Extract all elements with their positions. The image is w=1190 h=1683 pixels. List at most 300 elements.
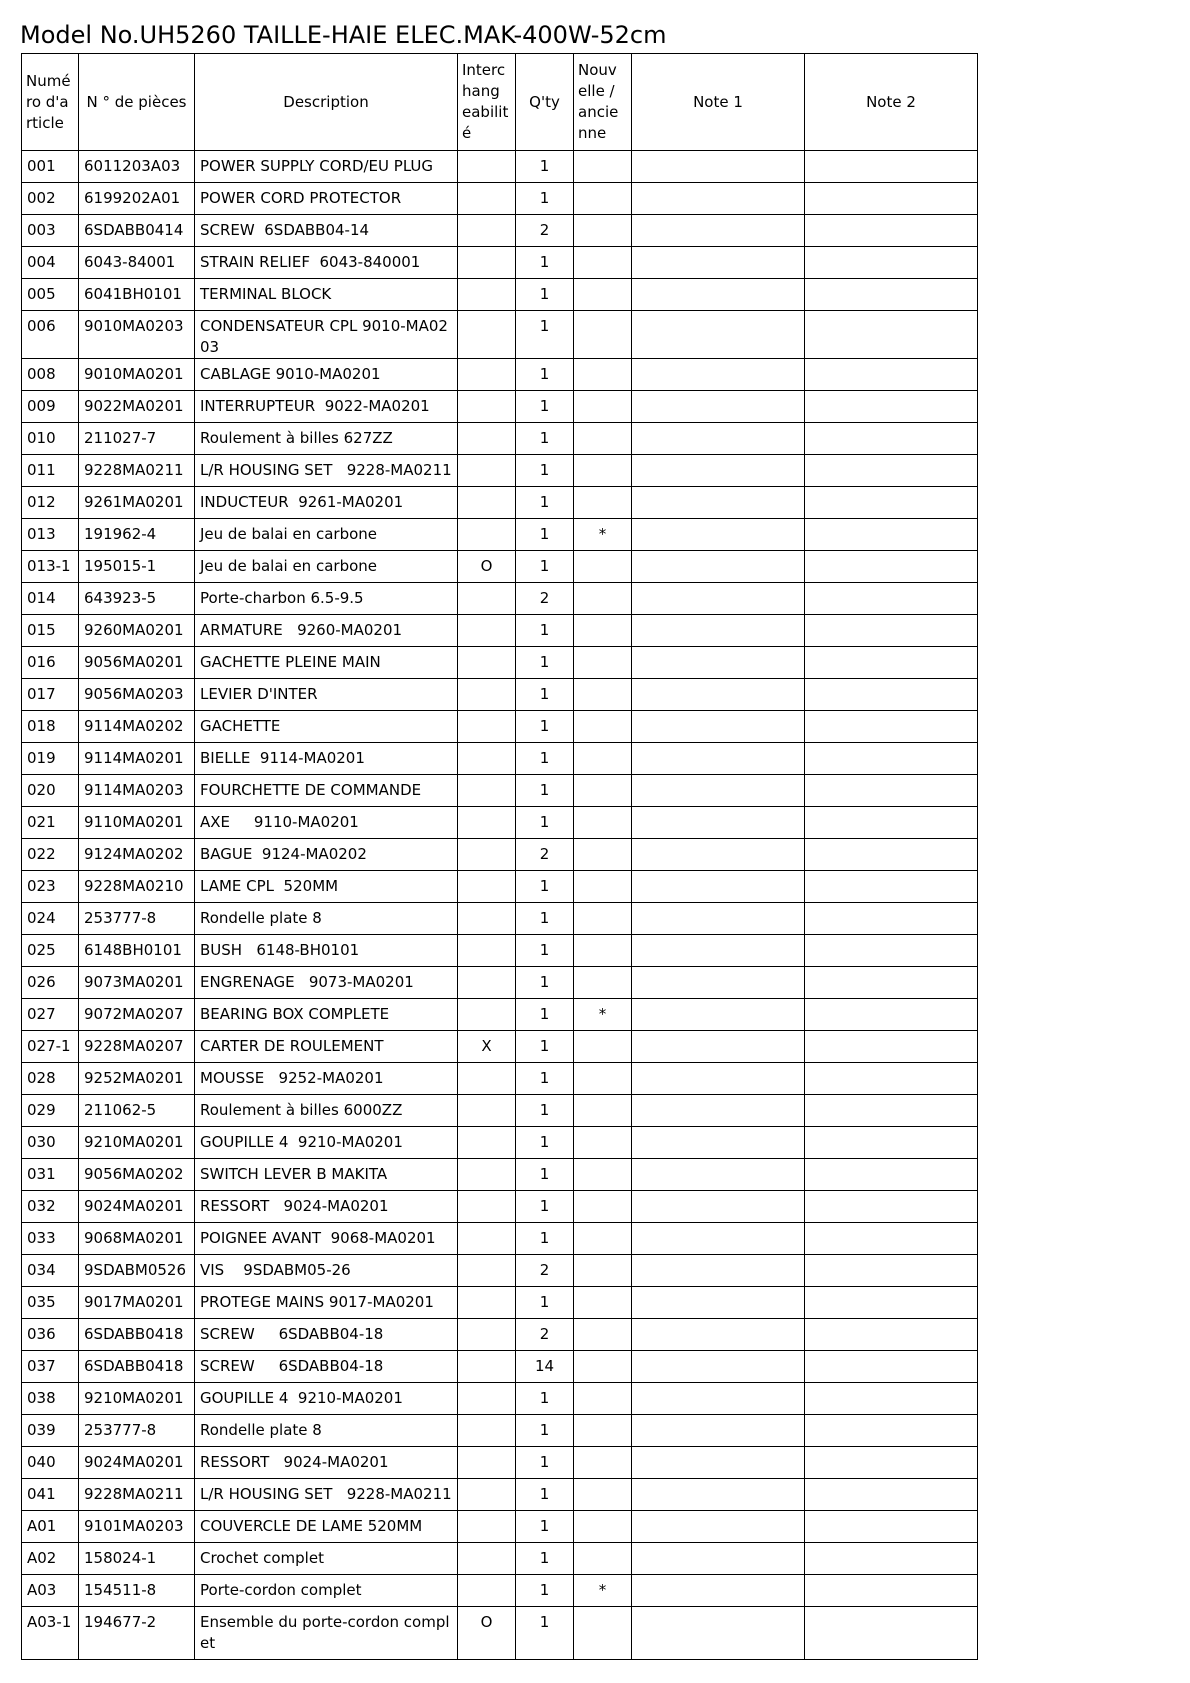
table-row (22, 279, 978, 311)
description-cell: GOUPILLE 4 9210-MA0201 (195, 1383, 458, 1415)
note-2-cell (805, 1031, 978, 1063)
table-row (22, 391, 978, 423)
table-row (22, 1031, 978, 1063)
quantity-cell: 1 (516, 1159, 574, 1191)
part-number-cell: 154511-8 (79, 1575, 195, 1607)
note-2-cell (805, 551, 978, 583)
description-cell: FOURCHETTE DE COMMANDE (195, 775, 458, 807)
interchangeability-cell (458, 999, 516, 1031)
header-item-number: Numé ro d'a rticle (22, 54, 79, 151)
note-2-cell (805, 311, 978, 359)
table-row (22, 1383, 978, 1415)
new-old-cell: * (574, 519, 632, 551)
note-2-cell (805, 1191, 978, 1223)
description-cell: INTERRUPTEUR 9022-MA0201 (195, 391, 458, 423)
interchangeability-cell (458, 967, 516, 999)
new-old-cell (574, 1063, 632, 1095)
note-1-cell (632, 391, 805, 423)
note-2-cell (805, 359, 978, 391)
note-1-cell (632, 1223, 805, 1255)
interchangeability-cell (458, 1415, 516, 1447)
new-old-cell (574, 871, 632, 903)
note-2-cell (805, 807, 978, 839)
note-1-cell (632, 999, 805, 1031)
note-2-cell (805, 1223, 978, 1255)
quantity-cell: 1 (516, 151, 574, 183)
description-cell: STRAIN RELIEF 6043-840001 (195, 247, 458, 279)
description-cell: SCREW 6SDABB04-14 (195, 215, 458, 247)
item-number-cell: 031 (22, 1159, 79, 1191)
table-row (22, 1159, 978, 1191)
part-number-cell: 9101MA0203 (79, 1511, 195, 1543)
quantity-cell: 1 (516, 391, 574, 423)
quantity-cell: 1 (516, 247, 574, 279)
part-number-cell: 9022MA0201 (79, 391, 195, 423)
table-row (22, 519, 978, 551)
item-number-cell: 026 (22, 967, 79, 999)
note-1-cell (632, 1543, 805, 1575)
interchangeability-cell (458, 1095, 516, 1127)
note-2-cell (805, 1287, 978, 1319)
quantity-cell: 1 (516, 455, 574, 487)
note-2-cell (805, 151, 978, 183)
item-number-cell: 039 (22, 1415, 79, 1447)
item-number-cell: 008 (22, 359, 79, 391)
part-number-cell: 191962-4 (79, 519, 195, 551)
description-cell: Rondelle plate 8 (195, 903, 458, 935)
interchangeability-cell (458, 1287, 516, 1319)
note-2-cell (805, 743, 978, 775)
description-cell: SWITCH LEVER B MAKITA (195, 1159, 458, 1191)
note-1-cell (632, 775, 805, 807)
new-old-cell: * (574, 1575, 632, 1607)
description-cell: CABLAGE 9010-MA0201 (195, 359, 458, 391)
item-number-cell: 014 (22, 583, 79, 615)
new-old-cell (574, 423, 632, 455)
item-number-cell: 005 (22, 279, 79, 311)
part-number-cell: 9SDABM0526 (79, 1255, 195, 1287)
note-1-cell (632, 615, 805, 647)
header-note-1: Note 1 (632, 54, 805, 151)
table-row (22, 1287, 978, 1319)
note-1-cell (632, 711, 805, 743)
item-number-cell: A01 (22, 1511, 79, 1543)
description-cell: L/R HOUSING SET 9228-MA0211 (195, 1479, 458, 1511)
quantity-cell: 1 (516, 359, 574, 391)
part-number-cell: 9114MA0202 (79, 711, 195, 743)
interchangeability-cell (458, 423, 516, 455)
table-row (22, 151, 978, 183)
quantity-cell: 1 (516, 1575, 574, 1607)
description-cell: Roulement à billes 627ZZ (195, 423, 458, 455)
quantity-cell: 1 (516, 311, 574, 359)
table-row (22, 247, 978, 279)
description-cell: RESSORT 9024-MA0201 (195, 1447, 458, 1479)
note-1-cell (632, 743, 805, 775)
note-2-cell (805, 1575, 978, 1607)
quantity-cell: 2 (516, 583, 574, 615)
new-old-cell (574, 487, 632, 519)
description-cell: GACHETTE (195, 711, 458, 743)
new-old-cell (574, 1447, 632, 1479)
table-row (22, 1543, 978, 1575)
description-cell: LAME CPL 520MM (195, 871, 458, 903)
interchangeability-cell (458, 1575, 516, 1607)
note-1-cell (632, 519, 805, 551)
new-old-cell (574, 903, 632, 935)
quantity-cell: 1 (516, 903, 574, 935)
note-2-cell (805, 215, 978, 247)
new-old-cell (574, 279, 632, 311)
interchangeability-cell (458, 775, 516, 807)
quantity-cell: 1 (516, 1191, 574, 1223)
quantity-cell: 2 (516, 215, 574, 247)
interchangeability-cell (458, 279, 516, 311)
description-cell: TERMINAL BLOCK (195, 279, 458, 311)
description-cell: L/R HOUSING SET 9228-MA0211 (195, 455, 458, 487)
table-row (22, 1095, 978, 1127)
interchangeability-cell (458, 519, 516, 551)
note-1-cell (632, 1127, 805, 1159)
item-number-cell: 011 (22, 455, 79, 487)
table-row (22, 1127, 978, 1159)
new-old-cell (574, 711, 632, 743)
interchangeability-cell: O (458, 1607, 516, 1660)
item-number-cell: 021 (22, 807, 79, 839)
new-old-cell (574, 1511, 632, 1543)
new-old-cell (574, 391, 632, 423)
item-number-cell: 041 (22, 1479, 79, 1511)
part-number-cell: 9010MA0201 (79, 359, 195, 391)
item-number-cell: 009 (22, 391, 79, 423)
header-part-number: N ° de pièces (79, 54, 195, 151)
interchangeability-cell (458, 1127, 516, 1159)
description-cell: VIS 9SDABM05-26 (195, 1255, 458, 1287)
part-number-cell: 9228MA0207 (79, 1031, 195, 1063)
new-old-cell (574, 1287, 632, 1319)
part-number-cell: 9024MA0201 (79, 1191, 195, 1223)
header-description: Description (195, 54, 458, 151)
part-number-cell: 211062-5 (79, 1095, 195, 1127)
table-row (22, 1415, 978, 1447)
part-number-cell: 253777-8 (79, 1415, 195, 1447)
quantity-cell: 1 (516, 967, 574, 999)
part-number-cell: 6011203A03 (79, 151, 195, 183)
new-old-cell (574, 247, 632, 279)
table-row (22, 487, 978, 519)
interchangeability-cell (458, 1543, 516, 1575)
table-row (22, 903, 978, 935)
new-old-cell (574, 1543, 632, 1575)
quantity-cell: 1 (516, 1415, 574, 1447)
new-old-cell (574, 1479, 632, 1511)
quantity-cell: 1 (516, 711, 574, 743)
note-1-cell (632, 151, 805, 183)
part-number-cell: 9210MA0201 (79, 1127, 195, 1159)
new-old-cell (574, 1415, 632, 1447)
quantity-cell: 1 (516, 1223, 574, 1255)
header-quantity: Q'ty (516, 54, 574, 151)
note-1-cell (632, 1255, 805, 1287)
quantity-cell: 1 (516, 615, 574, 647)
table-body (22, 151, 978, 1660)
note-1-cell (632, 1447, 805, 1479)
note-1-cell (632, 1511, 805, 1543)
note-1-cell (632, 1383, 805, 1415)
part-number-cell: 9010MA0203 (79, 311, 195, 359)
note-2-cell (805, 1479, 978, 1511)
note-1-cell (632, 215, 805, 247)
quantity-cell: 1 (516, 1095, 574, 1127)
quantity-cell: 1 (516, 487, 574, 519)
part-number-cell: 9252MA0201 (79, 1063, 195, 1095)
new-old-cell (574, 1095, 632, 1127)
note-2-cell (805, 647, 978, 679)
table-row (22, 551, 978, 583)
part-number-cell: 158024-1 (79, 1543, 195, 1575)
note-1-cell (632, 551, 805, 583)
note-2-cell (805, 679, 978, 711)
note-2-cell (805, 1319, 978, 1351)
note-2-cell (805, 839, 978, 871)
quantity-cell: 1 (516, 551, 574, 583)
item-number-cell: 030 (22, 1127, 79, 1159)
note-1-cell (632, 455, 805, 487)
note-2-cell (805, 583, 978, 615)
note-2-cell (805, 487, 978, 519)
note-2-cell (805, 1255, 978, 1287)
note-2-cell (805, 1511, 978, 1543)
description-cell: Roulement à billes 6000ZZ (195, 1095, 458, 1127)
new-old-cell (574, 151, 632, 183)
table-row (22, 583, 978, 615)
part-number-cell: 195015-1 (79, 551, 195, 583)
part-number-cell: 6199202A01 (79, 183, 195, 215)
new-old-cell (574, 1319, 632, 1351)
quantity-cell: 1 (516, 1511, 574, 1543)
interchangeability-cell (458, 583, 516, 615)
new-old-cell: * (574, 999, 632, 1031)
quantity-cell: 1 (516, 935, 574, 967)
quantity-cell: 1 (516, 647, 574, 679)
part-number-cell: 6148BH0101 (79, 935, 195, 967)
part-number-cell: 9228MA0210 (79, 871, 195, 903)
table-row (22, 183, 978, 215)
item-number-cell: 016 (22, 647, 79, 679)
table-row (22, 1607, 978, 1660)
table-row (22, 1511, 978, 1543)
item-number-cell: 036 (22, 1319, 79, 1351)
item-number-cell: A03 (22, 1575, 79, 1607)
table-row (22, 839, 978, 871)
item-number-cell: 027-1 (22, 1031, 79, 1063)
part-number-cell: 253777-8 (79, 903, 195, 935)
note-1-cell (632, 871, 805, 903)
quantity-cell: 1 (516, 775, 574, 807)
new-old-cell (574, 1223, 632, 1255)
table-row (22, 967, 978, 999)
item-number-cell: 033 (22, 1223, 79, 1255)
new-old-cell (574, 1031, 632, 1063)
new-old-cell (574, 1255, 632, 1287)
description-cell: BUSH 6148-BH0101 (195, 935, 458, 967)
quantity-cell: 1 (516, 423, 574, 455)
note-1-cell (632, 647, 805, 679)
item-number-cell: 003 (22, 215, 79, 247)
interchangeability-cell (458, 1063, 516, 1095)
part-number-cell: 6SDABB0418 (79, 1351, 195, 1383)
quantity-cell: 1 (516, 519, 574, 551)
table-row (22, 711, 978, 743)
new-old-cell (574, 183, 632, 215)
description-cell: ARMATURE 9260-MA0201 (195, 615, 458, 647)
note-2-cell (805, 1351, 978, 1383)
note-2-cell (805, 615, 978, 647)
description-cell: SCREW 6SDABB04-18 (195, 1319, 458, 1351)
table-row (22, 455, 978, 487)
note-1-cell (632, 1415, 805, 1447)
note-2-cell (805, 1415, 978, 1447)
note-2-cell (805, 1095, 978, 1127)
quantity-cell: 1 (516, 1063, 574, 1095)
quantity-cell: 1 (516, 1479, 574, 1511)
note-1-cell (632, 487, 805, 519)
item-number-cell: A02 (22, 1543, 79, 1575)
table-row (22, 1479, 978, 1511)
part-number-cell: 194677-2 (79, 1607, 195, 1660)
interchangeability-cell (458, 1351, 516, 1383)
interchangeability-cell (458, 807, 516, 839)
description-cell: Crochet complet (195, 1543, 458, 1575)
table-row (22, 1319, 978, 1351)
new-old-cell (574, 1127, 632, 1159)
quantity-cell: 1 (516, 743, 574, 775)
quantity-cell: 1 (516, 999, 574, 1031)
table-row (22, 775, 978, 807)
part-number-cell: 6041BH0101 (79, 279, 195, 311)
note-1-cell (632, 1095, 805, 1127)
interchangeability-cell: O (458, 551, 516, 583)
table-row (22, 615, 978, 647)
note-1-cell (632, 423, 805, 455)
note-1-cell (632, 1319, 805, 1351)
part-number-cell: 9228MA0211 (79, 455, 195, 487)
table-row (22, 679, 978, 711)
table-row (22, 423, 978, 455)
part-number-cell: 9261MA0201 (79, 487, 195, 519)
interchangeability-cell (458, 679, 516, 711)
description-cell: BAGUE 9124-MA0202 (195, 839, 458, 871)
note-2-cell (805, 775, 978, 807)
new-old-cell (574, 1383, 632, 1415)
quantity-cell: 14 (516, 1351, 574, 1383)
table-row (22, 1255, 978, 1287)
new-old-cell (574, 311, 632, 359)
new-old-cell (574, 967, 632, 999)
interchangeability-cell (458, 1191, 516, 1223)
part-number-cell: 9056MA0202 (79, 1159, 195, 1191)
interchangeability-cell (458, 359, 516, 391)
table-row (22, 1191, 978, 1223)
quantity-cell: 2 (516, 1255, 574, 1287)
part-number-cell: 9228MA0211 (79, 1479, 195, 1511)
description-cell: Jeu de balai en carbone (195, 551, 458, 583)
item-number-cell: 028 (22, 1063, 79, 1095)
item-number-cell: 002 (22, 183, 79, 215)
new-old-cell (574, 551, 632, 583)
description-cell: ENGRENAGE 9073-MA0201 (195, 967, 458, 999)
document-title: Model No.UH5260 TAILLE-HAIE ELEC.MAK-400W-52cm (20, 21, 667, 49)
part-number-cell: 9260MA0201 (79, 615, 195, 647)
note-1-cell (632, 1031, 805, 1063)
item-number-cell: 018 (22, 711, 79, 743)
description-cell: Jeu de balai en carbone (195, 519, 458, 551)
quantity-cell: 1 (516, 679, 574, 711)
quantity-cell: 2 (516, 1319, 574, 1351)
new-old-cell (574, 455, 632, 487)
note-1-cell (632, 967, 805, 999)
table-row (22, 935, 978, 967)
table-header (22, 54, 978, 151)
note-2-cell (805, 1543, 978, 1575)
header-note-2: Note 2 (805, 54, 978, 151)
description-cell: CARTER DE ROULEMENT (195, 1031, 458, 1063)
part-number-cell: 9017MA0201 (79, 1287, 195, 1319)
item-number-cell: 022 (22, 839, 79, 871)
interchangeability-cell (458, 215, 516, 247)
quantity-cell: 1 (516, 279, 574, 311)
description-cell: LEVIER D'INTER (195, 679, 458, 711)
note-1-cell (632, 1063, 805, 1095)
interchangeability-cell (458, 839, 516, 871)
note-1-cell (632, 359, 805, 391)
part-number-cell: 6SDABB0418 (79, 1319, 195, 1351)
note-2-cell (805, 391, 978, 423)
description-cell: BEARING BOX COMPLETE (195, 999, 458, 1031)
quantity-cell: 1 (516, 1543, 574, 1575)
new-old-cell (574, 615, 632, 647)
note-2-cell (805, 1127, 978, 1159)
item-number-cell: 012 (22, 487, 79, 519)
note-1-cell (632, 279, 805, 311)
item-number-cell: 037 (22, 1351, 79, 1383)
item-number-cell: 001 (22, 151, 79, 183)
description-cell: POWER SUPPLY CORD/EU PLUG (195, 151, 458, 183)
table-row (22, 1575, 978, 1607)
table-row (22, 311, 978, 359)
quantity-cell: 1 (516, 807, 574, 839)
item-number-cell: 023 (22, 871, 79, 903)
note-1-cell (632, 807, 805, 839)
description-cell: PROTEGE MAINS 9017-MA0201 (195, 1287, 458, 1319)
note-2-cell (805, 999, 978, 1031)
description-cell: GACHETTE PLEINE MAIN (195, 647, 458, 679)
note-2-cell (805, 935, 978, 967)
note-2-cell (805, 519, 978, 551)
part-number-cell: 9210MA0201 (79, 1383, 195, 1415)
header-row (22, 54, 978, 151)
note-2-cell (805, 247, 978, 279)
quantity-cell: 1 (516, 1447, 574, 1479)
part-number-cell: 211027-7 (79, 423, 195, 455)
item-number-cell: 017 (22, 679, 79, 711)
note-1-cell (632, 1479, 805, 1511)
new-old-cell (574, 775, 632, 807)
description-cell: POIGNEE AVANT 9068-MA0201 (195, 1223, 458, 1255)
new-old-cell (574, 1607, 632, 1660)
interchangeability-cell (458, 183, 516, 215)
table-row (22, 1351, 978, 1383)
